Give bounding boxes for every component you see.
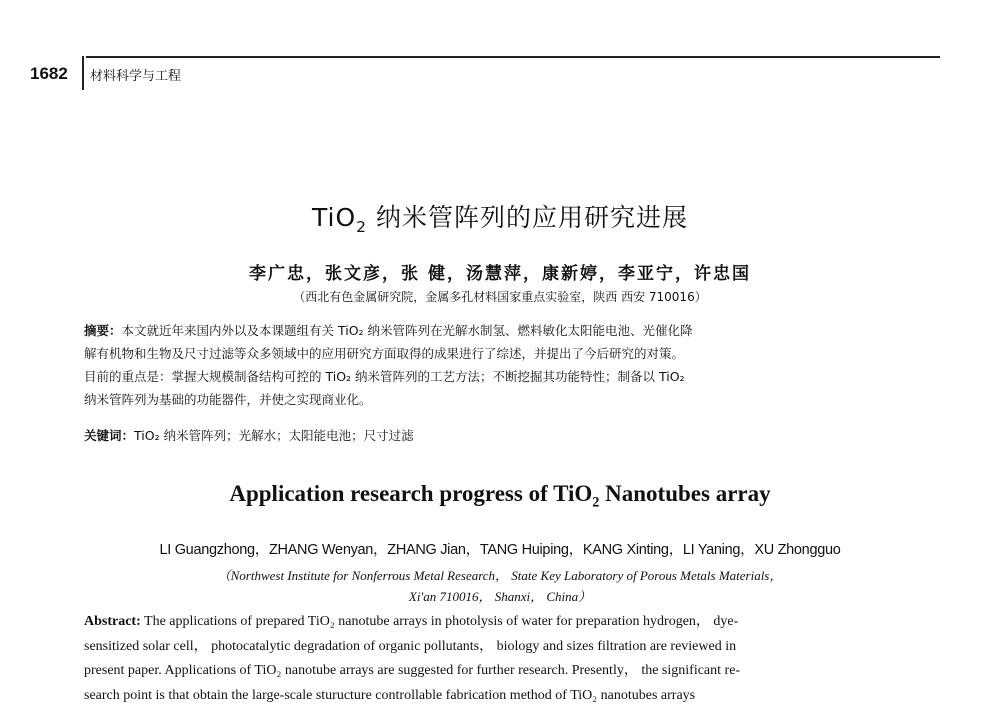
abstract-english (84, 610, 940, 708)
abstract-chinese-line: 目前的重点是：掌握大规模制备结构可控的 TiO₂ 纳米管阵列的工艺方法；不断挖掘其功能特性；制备以 TiO₂ (84, 365, 940, 388)
title-chinese: TiO$_2$ 纳米管阵列的应用研究进展 (0, 198, 1000, 236)
title-english: Application research progress of TiO$_2$ Nanotubes array (0, 481, 1000, 512)
keywords-chinese-label: 关键词： (84, 428, 134, 443)
header-divider (82, 56, 84, 90)
abstract-english-line: search point is that obtain the large-scale sturucture controllable fabrication method of TiO₂ nanotubes arrays (84, 684, 940, 708)
affiliation-english (0, 565, 1000, 607)
abstract-chinese (84, 319, 940, 411)
affiliation-english-line: Xi'an 710016， Shanxi， China） (0, 586, 1000, 607)
authors-chinese: 李广忠，张文彦，张 健，汤慧萍，康新婷，李亚宁，许忠国 (0, 259, 1000, 284)
abstract-english-label: Abstract: (84, 614, 141, 629)
page-number: 1682 (30, 64, 68, 84)
abstract-chinese-line: 摘要：本文就近年来国内外以及本课题组有关 TiO₂ 纳米管阵列在光解水制氢、燃料敏化太阳能电池、光催化降 (84, 319, 940, 342)
abstract-english-line: Abstract: The applications of prepared TiO₂ nanotube arrays in photolysis of water for preparation hydrogen， dye- (84, 610, 940, 635)
abstract-chinese-label: 摘要： (84, 323, 122, 338)
keywords-chinese-text: TiO₂ 纳米管阵列；光解水；太阳能电池；尺寸过滤 (134, 428, 414, 443)
abstract-english-line: sensitized solar cell， photocatalytic degradation of organic pollutants， biology and sizes filtration are reviewed in (84, 635, 940, 660)
affiliation-chinese: （西北有色金属研究院，金属多孔材料国家重点实验室，陕西 西安 710016） (0, 288, 1000, 305)
authors-english: LI Guangzhong，ZHANG Wenyan，ZHANG Jian，TANG Huiping，KANG Xinting，LI Yaning，XU Zhongguo (0, 538, 1000, 559)
abstract-chinese-line: 解有机物和生物及尺寸过滤等众多领域中的应用研究方面取得的成果进行了综述，并提出了今后研究的对策。 (84, 342, 940, 365)
abstract-english-line: present paper. Applications of TiO₂ nanotube arrays are suggested for further research. Presently， the significant re- (84, 659, 940, 684)
affiliation-english-line: （Northwest Institute for Nonferrous Metal Research， State Key Laboratory of Porous Metals Materials， (0, 565, 1000, 586)
header-rule (86, 56, 940, 58)
journal-name: 材料科学与工程 (90, 65, 181, 84)
keywords-chinese (84, 426, 940, 444)
abstract-chinese-line: 纳米管阵列为基础的功能器件，并使之实现商业化。 (84, 388, 940, 411)
running-header (30, 56, 940, 92)
